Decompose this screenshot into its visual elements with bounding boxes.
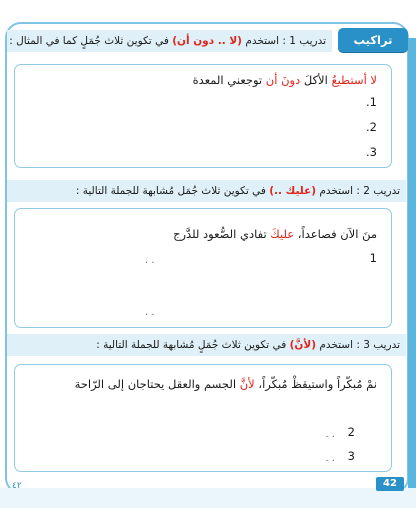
answer-3-dots: . . <box>325 453 335 464</box>
answer-2-number: 2. <box>366 120 377 134</box>
example-1-part-c: دونَ أن <box>265 73 301 87</box>
exercise-1-example <box>193 73 377 87</box>
exercise-2-box <box>14 208 392 328</box>
exercise-2-pre: تدريب 2 : استخدم <box>316 185 400 197</box>
example-1-part-d: توجعني المعدة <box>192 73 266 87</box>
exercise-3-instruction <box>7 334 406 356</box>
answer-1-number: 1. <box>366 95 377 109</box>
exercise-1-pre: تدريب 1 : استخدم <box>242 35 326 47</box>
exercise-3-box <box>14 364 392 472</box>
exercise-2-post: في تكوين ثلاث جُمَل مُشابهة للجملة التالية : <box>75 185 270 197</box>
example-3-part-a: نمْ مُبكّراً واستيقظْ مُبكّراً، <box>254 377 377 391</box>
example-2-part-a: منَ الآن فصاعداً، <box>294 227 377 241</box>
answer-1-number: 1 <box>369 251 377 265</box>
exercise-3-example <box>75 377 377 391</box>
exercise-3-post: في تكوين ثلاث جُمَلٍ مُشابهة للجملة التالية : <box>96 339 290 351</box>
page-number-left: ٤٢ <box>12 481 22 491</box>
exercise-3-pre: تدريب 3 : استخدم <box>316 339 400 351</box>
example-1-part-a: لا أستطيعُ <box>331 73 377 87</box>
exercise-3-highlight: (لأنَّ) <box>289 339 316 351</box>
answer-1-dots: . . <box>145 255 155 266</box>
answer-3-number: 3. <box>366 145 377 159</box>
exercise-2-example <box>173 227 377 241</box>
exercise-2-highlight: (عليك ..) <box>269 185 316 197</box>
bottom-strip <box>0 488 416 508</box>
exercise-1-highlight: (لا .. دون أن) <box>172 35 242 47</box>
example-3-part-b: لأنَّ <box>239 377 255 391</box>
answer-2-dots: . . <box>325 429 335 440</box>
example-2-part-c: تفادي الصُّعود للدَّرج <box>173 227 271 241</box>
example-2-part-b: عليكَ <box>270 227 295 241</box>
example-1-part-b: الأكلَ <box>300 73 332 87</box>
answer-2-number: 2 <box>347 425 355 439</box>
section-tag: تراكيب <box>338 28 408 52</box>
exercise-1-post: في تكوين ثلاث جُمَلٍ كما في المثال : <box>9 35 173 47</box>
answer-3-number: 3 <box>347 449 355 463</box>
answer-2-dots: . . <box>145 307 155 318</box>
exercise-2-instruction <box>7 180 406 202</box>
example-3-part-c: الجسم والعقل يحتاجان إلى الرّاحة <box>74 377 240 391</box>
right-accent-strip <box>408 38 416 493</box>
exercise-1-box <box>14 64 392 168</box>
exercise-1-instruction <box>7 30 332 52</box>
page-number: 42 <box>376 477 404 491</box>
